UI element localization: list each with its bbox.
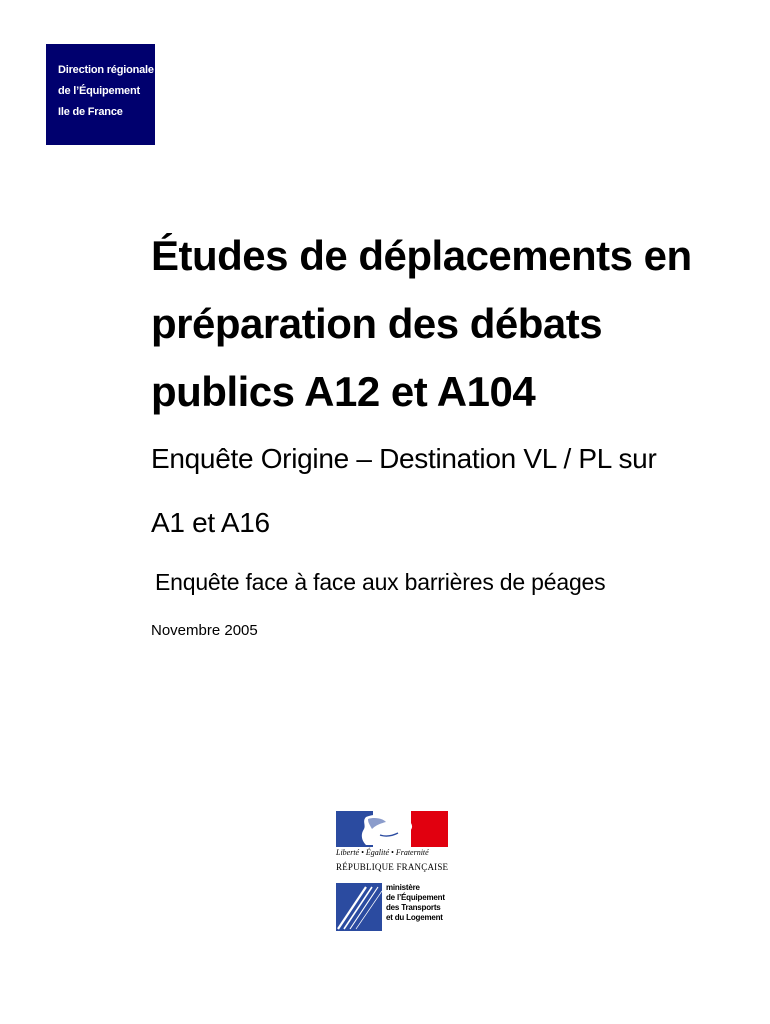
agency-line: Ile de France: [58, 106, 123, 118]
document-subtitle: [151, 427, 656, 555]
document-title: [151, 222, 751, 426]
title-line: Études de déplacements en: [151, 232, 692, 279]
publication-date: Novembre 2005: [151, 622, 258, 639]
ministry-logo: [336, 883, 456, 933]
title-line: préparation des débats: [151, 300, 603, 347]
flag-red-band: [411, 811, 448, 847]
republic-name: RÉPUBLIQUE FRANÇAISE: [336, 862, 449, 872]
ministry-name: [386, 883, 445, 923]
marianne-flag-icon: [336, 811, 448, 847]
agency-name: [58, 60, 154, 123]
title-line: publics A12 et A104: [151, 368, 536, 415]
subtitle-line: A1 et A16: [151, 507, 270, 538]
ministry-line: des Transports: [386, 903, 441, 912]
republic-motto: Liberté • Égalité • Fraternité: [336, 848, 429, 857]
agency-line: de l’Équipement: [58, 85, 140, 97]
ministry-line: ministère: [386, 883, 420, 892]
subtitle-line: Enquête Origine – Destination VL / PL sur: [151, 443, 657, 474]
republique-francaise-logo: [336, 811, 448, 875]
survey-method: Enquête face à face aux barrières de péages: [155, 569, 606, 595]
agency-line: Direction régionale: [58, 64, 154, 76]
agency-box: [46, 44, 155, 145]
ministry-line: de l’Équipement: [386, 893, 445, 902]
ministry-line: et du Logement: [386, 913, 443, 922]
ministry-mark-icon: [336, 883, 382, 931]
